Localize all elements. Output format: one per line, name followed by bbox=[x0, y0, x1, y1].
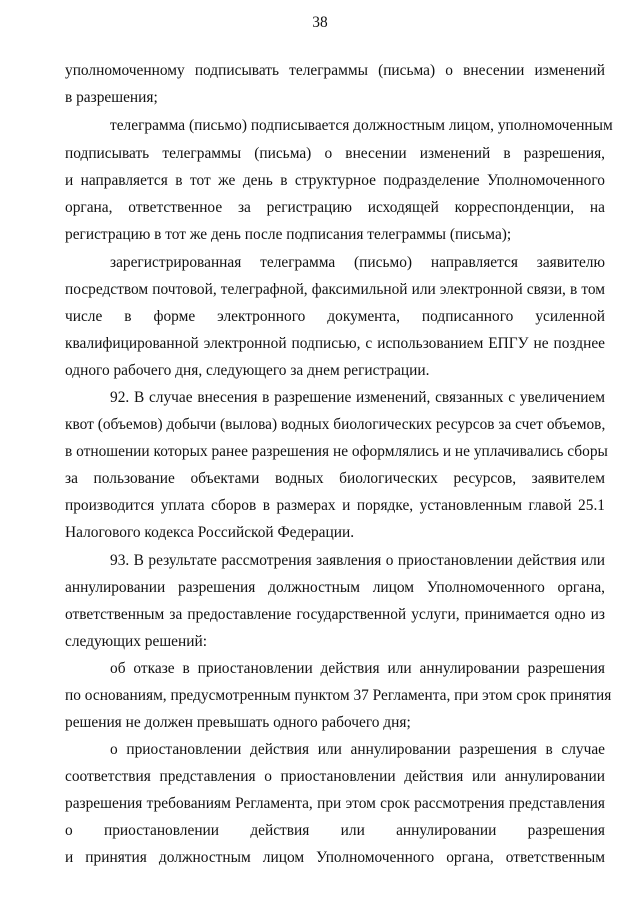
text-line: и принятия должностным лицом Уполномоченного органа, ответственным bbox=[65, 849, 605, 866]
text-line: числе в форме электронного документа, подписанного усиленной bbox=[65, 308, 605, 325]
text-line: в разрешения; bbox=[65, 89, 158, 106]
text-line: одного рабочего дня, следующего за днем регистрации. bbox=[65, 362, 430, 379]
text-line: посредством почтовой, телеграфной, факсимильной или электронной связи, в том bbox=[65, 281, 605, 298]
text-line: ответственным за предоставление государственной услуги, принимается одно из bbox=[65, 606, 605, 623]
text-line: квот (объемов) добычи (вылова) водных биологических ресурсов за счет объемов, bbox=[65, 416, 606, 433]
text-line: разрешения требованиям Регламента, при этом срок рассмотрения представления bbox=[65, 795, 605, 812]
text-line: аннулировании разрешения должностным лицом Уполномоченного органа, bbox=[65, 579, 605, 596]
text-line: решения не должен превышать одного рабочего дня; bbox=[65, 714, 411, 731]
text-line: зарегистрированная телеграмма (письмо) направляется заявителю bbox=[110, 254, 605, 271]
text-line: органа, ответственное за регистрацию исходящей корреспонденции, на bbox=[65, 199, 605, 216]
page-number: 38 bbox=[312, 14, 328, 31]
text-line: следующих решений: bbox=[65, 633, 207, 650]
text-line: по основаниям, предусмотренным пунктом 37 Регламента, при этом срок принятия bbox=[65, 687, 612, 704]
text-line: о приостановлении действия или аннулировании разрешения в случае bbox=[110, 741, 605, 758]
text-line: об отказе в приостановлении действия или аннулировании разрешения bbox=[110, 660, 605, 677]
text-line: производится уплата сборов в размерах и порядке, установленным главой 25.1 bbox=[65, 497, 605, 514]
text-line: за пользование объектами водных биологических ресурсов, заявителем bbox=[65, 470, 605, 487]
text-line: телеграмма (письмо) подписывается должностным лицом, уполномоченным bbox=[110, 117, 613, 134]
text-line: в отношении которых ранее разрешения не оформлялись и не уплачивались сборы bbox=[65, 443, 608, 460]
text-line: регистрацию в тот же день после подписания телеграммы (письма); bbox=[65, 226, 512, 243]
text-line: 92. В случае внесения в разрешение изменений, связанных с увеличением bbox=[110, 389, 605, 406]
text-line: 93. В результате рассмотрения заявления о приостановлении действия или bbox=[110, 552, 605, 569]
text-line: о приостановлении действия или аннулировании разрешения bbox=[65, 822, 605, 839]
text-line: и направляется в тот же день в структурное подразделение Уполномоченного bbox=[65, 172, 605, 189]
text-line: квалифицированной электронной подписью, с использованием ЕПГУ не позднее bbox=[65, 335, 605, 352]
text-line: Налогового кодекса Российской Федерации. bbox=[65, 524, 355, 541]
text-line: соответствия представления о приостановлении действия или аннулировании bbox=[65, 768, 605, 785]
text-line: уполномоченному подписывать телеграммы (письма) о внесении изменений bbox=[65, 62, 605, 79]
text-line: подписывать телеграммы (письма) о внесении изменений в разрешения, bbox=[65, 145, 605, 162]
